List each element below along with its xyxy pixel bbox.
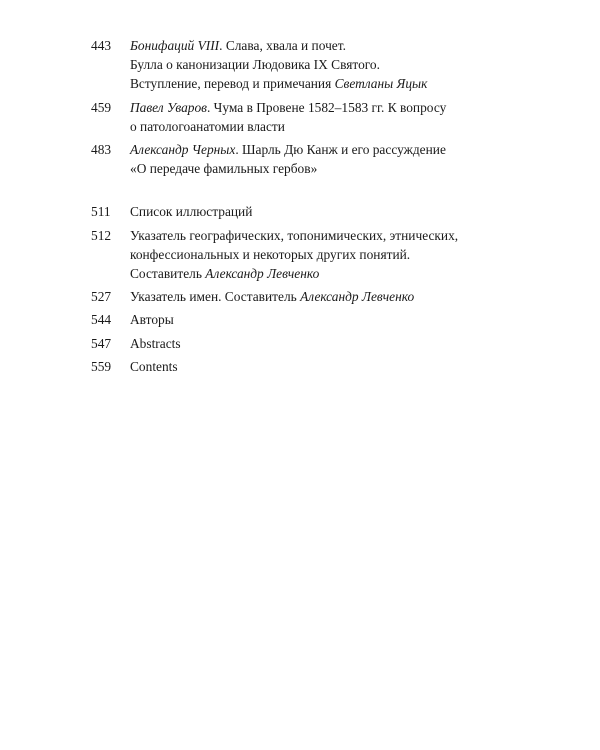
toc-line: Abstracts bbox=[130, 335, 181, 351]
toc-page-number: 511 bbox=[91, 204, 111, 220]
toc-author: Александр Черных bbox=[130, 142, 236, 158]
toc-page-number: 459 bbox=[91, 99, 112, 115]
toc-entry-title bbox=[130, 36, 531, 94]
toc-entry bbox=[91, 310, 531, 329]
toc-title-text: Указатель имен. Составитель bbox=[130, 289, 301, 305]
toc-entry bbox=[91, 202, 531, 221]
toc-entry-title bbox=[130, 98, 531, 136]
toc-page-number: 512 bbox=[91, 227, 112, 243]
toc-title-text: Вступление, перевод и примечания bbox=[130, 76, 335, 92]
toc-entry-title bbox=[130, 357, 531, 376]
toc-page-number: 544 bbox=[91, 312, 112, 328]
toc-entry-title bbox=[130, 202, 531, 221]
toc-entry bbox=[91, 334, 531, 353]
table-of-contents bbox=[91, 36, 531, 376]
toc-contributor: Александр Левченко bbox=[205, 266, 320, 282]
toc-entry-title bbox=[130, 310, 531, 329]
toc-line bbox=[130, 36, 531, 55]
toc-entry bbox=[91, 226, 531, 284]
toc-entry-title bbox=[130, 140, 531, 178]
toc-contributor: Светланы Яцык bbox=[334, 76, 428, 92]
toc-line: Булла о канонизации Людовика IX Святого. bbox=[130, 57, 380, 73]
toc-author: Павел Уваров bbox=[130, 99, 207, 115]
toc-line: «О передаче фамильных гербов» bbox=[130, 161, 318, 177]
toc-line bbox=[130, 98, 531, 117]
toc-page-number: 547 bbox=[91, 335, 112, 351]
toc-entry-title bbox=[130, 226, 531, 284]
toc-entry bbox=[91, 140, 531, 178]
toc-line: Указатель географических, топонимических, этнических, bbox=[130, 227, 459, 243]
toc-line bbox=[130, 74, 531, 93]
toc-line: Contents bbox=[130, 358, 178, 374]
toc-line: Список иллюстраций bbox=[130, 204, 253, 220]
toc-page-number: 527 bbox=[91, 289, 112, 305]
toc-entry bbox=[91, 36, 531, 94]
toc-entry-title bbox=[130, 334, 531, 353]
toc-page-number: 559 bbox=[91, 358, 112, 374]
toc-author: Бонифаций VIII bbox=[130, 38, 220, 53]
toc-line bbox=[130, 264, 531, 283]
toc-title-text: . Шарль Дю Канж и его рассуждение bbox=[235, 142, 446, 158]
toc-entry bbox=[91, 287, 531, 306]
toc-line: конфессиональных и некоторых других понятий. bbox=[130, 246, 411, 262]
toc-page-number: 443 bbox=[91, 38, 112, 53]
toc-title-text: Составитель bbox=[130, 266, 206, 282]
toc-page-number: 483 bbox=[91, 142, 112, 158]
toc-title-text: . Слава, хвала и почет. bbox=[219, 38, 346, 53]
toc-entry-title bbox=[130, 287, 531, 306]
toc-line bbox=[130, 140, 531, 159]
toc-title-text: . Чума в Провене 1582–1583 гг. К вопросу bbox=[206, 99, 447, 115]
toc-line: Авторы bbox=[130, 312, 174, 328]
toc-entry bbox=[91, 357, 531, 376]
toc-line: о патологоанатомии власти bbox=[130, 118, 285, 134]
toc-contributor: Александр Левченко bbox=[300, 289, 415, 305]
toc-line bbox=[130, 287, 531, 306]
toc-entry bbox=[91, 98, 531, 136]
